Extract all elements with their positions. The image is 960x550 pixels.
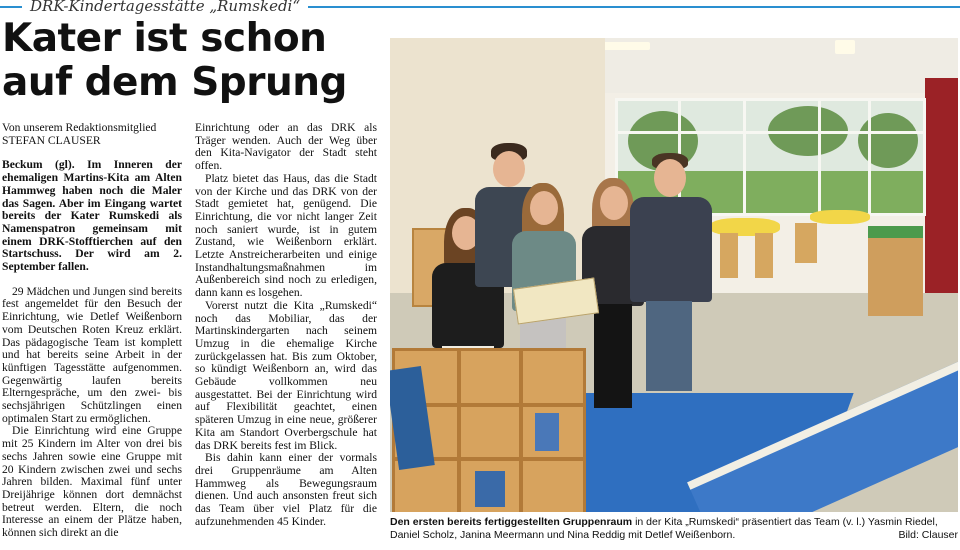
green-cabinet [868, 226, 923, 316]
headline-line-1: Kater ist schon [2, 16, 327, 61]
photo-caption [390, 516, 958, 542]
byline-author: STEFAN CLAUSER [2, 133, 101, 147]
legs [594, 304, 632, 408]
article-column-1 [2, 122, 182, 540]
caption-bold: Den ersten bereits fertiggestellten Gruppenraum [390, 516, 633, 528]
article-photo [390, 38, 958, 512]
window-tree [858, 113, 918, 168]
body-paragraph: Die Einrichtung wird eine Gruppe mit 25 Kindern im Alter von drei bis sechs Jahren sowie eine Gruppe mit 20 Kindern zwischen zwei und sechs Jahren bilden. Maximal fünf unter Dreijährige können dort demnächst betreut werden. Eltern, die noch Interesse an einem der Plätze haben, können sich direkt an die [2, 424, 182, 540]
torso [630, 197, 712, 302]
section-kicker: DRK-Kindertagesstätte „Rumskedi“ [22, 0, 308, 15]
window-pane [868, 101, 871, 213]
byline [2, 122, 182, 147]
face [530, 191, 558, 225]
kids-table [810, 210, 870, 224]
book [535, 413, 559, 451]
lead-paragraph: Beckum (gl). Im Inneren der ehemaligen Martins-Kita am Alten Hammweg haben noch die Maler das Sagen. Aber im Eingang wartet bereits der Kater Rumskedi als Namenspatron gemeinsam mit einem DRK-Stofftierchen auf den Startschuss. Der wird am 2. September fallen. [2, 158, 182, 274]
body-paragraph: Einrichtung oder an das DRK als Träger wenden. Auch der Weg über den Kita-Navigator der Stadt steht offen. [195, 121, 377, 173]
caption-text: in der Kita „Rumskedi“ präsentiert das Team (v. l.) Yasmin Riedel, Daniel Scholz, Janina Meermann und Nina Reddig mit Detlef Weißenborn. [390, 516, 938, 541]
body-paragraph: Platz bietet das Haus, das die Stadt von der Kirche und das DRK von der Stadt gemietet hat, genügend. Die Einrichtung, die vor nicht langer Zeit noch saniert wurde, ist in gutem Zustand, wie Weißenborn erklärt. Letzte Anstreicherarbeiten und einige Instandhaltungsmaßnahmen im Außenbereich sind noch zu erledigen, dann kann es losgehen. [195, 171, 377, 300]
article-column-2 [195, 122, 377, 529]
window-pane [818, 101, 821, 213]
body-paragraph: Bis dahin kann einer der vormals drei Gruppenräume am Alten Hammweg als Bewegungsraum dienen. Und auch ansonsten freut sich das Team über viel Platz für die aufzunehmenden 45 Kinder. [195, 451, 377, 528]
face [600, 186, 628, 220]
byline-label: Von unserem Redaktionsmitglied [2, 121, 157, 134]
window-bar [618, 131, 923, 134]
body-paragraph: 29 Mädchen und Jungen sind bereits fest angemeldet für den Besuch der Einrichtung, wie Detlef Weißenborn vom Deutschen Roten Kreuz erklärt. Das pädagogische Team ist komplett und hat bereits seine Arbeit in der künftigen Tagesstätte aufgenommen. Gegenwärtig laufen bereits Elterngespräche, um den zwei- bis sechsjährigen Schützlingen einen optimalen Start zu ermöglichen. [2, 284, 182, 425]
person-janina [508, 183, 580, 358]
body-paragraph: Vorerst nutzt die Kita „Rumskedi“ noch das Mobiliar, das der Martinskindergarten nach seinem Umzug in die ehemalige Kirche zurückgelassen hat. Bis zum Oktober, so kündigt Weißenborn an, wird das Gebäude vollkommen neu ausgestattet. Bei der Einrichtung wird auf Flexibilität geachtet, einen späteren Umzug in eine neue, größerer Kita am Standort Overbergschule hat das DRK bereits fest im Blick. [195, 298, 377, 452]
ceiling-light [835, 40, 855, 54]
book [475, 471, 505, 507]
window-pane [743, 101, 746, 213]
face [493, 151, 525, 187]
shelf-divider [457, 351, 461, 512]
kids-chair [795, 223, 817, 263]
person-detlef [630, 153, 712, 413]
shelf-divider [519, 351, 523, 512]
face [654, 159, 686, 197]
kids-chair [755, 233, 773, 278]
headline-line-2: auf dem Sprung [2, 60, 347, 105]
headline [2, 17, 382, 105]
legs [646, 301, 692, 391]
kids-chair [720, 233, 738, 278]
photo-credit: Bild: Clauser [898, 529, 958, 541]
